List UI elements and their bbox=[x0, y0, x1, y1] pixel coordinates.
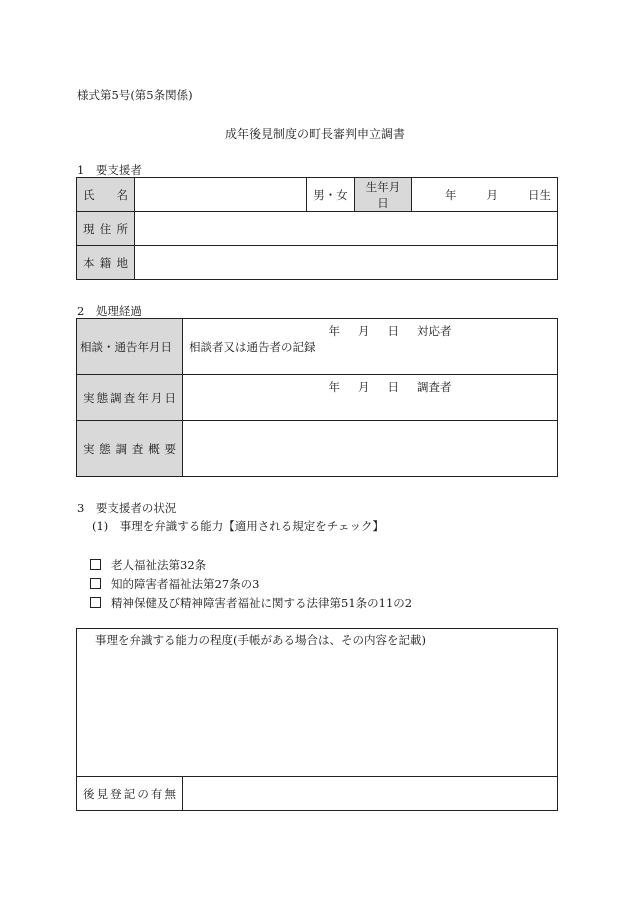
survey-date-cell[interactable] bbox=[183, 375, 558, 421]
survey-summary-char: 調 bbox=[115, 441, 128, 456]
name-label-cell bbox=[77, 178, 135, 212]
survey-date-char: 査 bbox=[123, 390, 136, 405]
capacity-label: 事理を弁識する能力の程度(手帳がある場合は、その内容を記載) bbox=[95, 633, 426, 647]
form-number: 様式第5号(第5条関係) bbox=[77, 88, 193, 102]
address-input[interactable] bbox=[135, 212, 558, 246]
checkbox-label: 知的障害者福祉法第27条の3 bbox=[111, 577, 260, 591]
guardian-registry-char: 後 bbox=[83, 786, 95, 801]
checkbox-item[interactable] bbox=[90, 595, 412, 611]
address-label-char: 住 bbox=[99, 221, 112, 236]
guardian-registry-char: 見 bbox=[96, 786, 109, 801]
consult-record-label: 相談者又は通告者の記録 bbox=[189, 340, 316, 354]
checkbox-icon[interactable] bbox=[90, 597, 101, 608]
survey-summary-input[interactable] bbox=[183, 421, 558, 477]
survey-summary-char: 態 bbox=[99, 441, 111, 456]
section-3-heading: 3 要支援者の状況 bbox=[77, 501, 177, 515]
consult-cell[interactable] bbox=[183, 319, 558, 375]
section-1-heading: 1 要支援者 bbox=[77, 163, 142, 177]
survey-date-char: 日 bbox=[164, 390, 176, 405]
capacity-cell[interactable] bbox=[77, 629, 558, 777]
dob-label: 生年月日 bbox=[355, 178, 412, 212]
checkbox-icon[interactable] bbox=[90, 559, 101, 570]
guardian-registry-label-cell bbox=[77, 777, 183, 811]
survey-date-char: 月 bbox=[150, 390, 163, 405]
domicile-label-char: 地 bbox=[116, 255, 128, 270]
section-3-subheading: (1) 事理を弁識する能力【適用される規定をチェック】 bbox=[92, 519, 384, 533]
survey-date-char: 年 bbox=[137, 390, 149, 405]
address-label-char: 現 bbox=[83, 221, 95, 236]
survey-summary-label-cell bbox=[77, 421, 183, 477]
section-2-table bbox=[76, 318, 558, 477]
section-3-table bbox=[76, 628, 558, 811]
dob-month-unit: 月 bbox=[486, 187, 498, 202]
document-title: 成年後見制度の町長審判申立調書 bbox=[224, 127, 405, 141]
consult-month-unit: 月 bbox=[358, 324, 370, 338]
survey-year-unit: 年 bbox=[328, 380, 340, 394]
consult-date-label: 相談・通告年月日 bbox=[77, 319, 183, 375]
domicile-label-cell bbox=[77, 246, 135, 280]
dob-day-unit: 日生 bbox=[528, 187, 551, 202]
surveyor-label: 調査者 bbox=[417, 380, 452, 394]
checkbox-label: 精神保健及び精神障害者福祉に関する法律第51条の11の2 bbox=[111, 596, 413, 610]
consult-year-unit: 年 bbox=[328, 324, 340, 338]
checkbox-item[interactable] bbox=[90, 576, 259, 592]
domicile-label-char: 本 bbox=[83, 255, 95, 270]
guardian-registry-char: 有 bbox=[150, 786, 163, 801]
sex-options[interactable]: 男・女 bbox=[307, 178, 355, 212]
guardian-registry-char: 記 bbox=[123, 786, 136, 801]
survey-date-char: 実 bbox=[83, 390, 95, 405]
survey-date-label-cell bbox=[77, 375, 183, 421]
survey-month-unit: 月 bbox=[358, 380, 370, 394]
survey-date-char: 調 bbox=[110, 390, 122, 405]
consult-responder-label: 対応者 bbox=[417, 324, 452, 338]
checkbox-icon[interactable] bbox=[90, 578, 101, 589]
checkbox-label: 老人福祉法第32条 bbox=[111, 558, 207, 572]
survey-day-unit: 日 bbox=[387, 380, 399, 394]
guardian-registry-input[interactable] bbox=[183, 777, 558, 811]
address-label-cell bbox=[77, 212, 135, 246]
survey-date-char: 態 bbox=[96, 390, 109, 405]
guardian-registry-char: 無 bbox=[164, 786, 176, 801]
guardian-registry-char: の bbox=[137, 786, 149, 801]
dob-input[interactable] bbox=[412, 178, 558, 212]
guardian-registry-char: 登 bbox=[110, 786, 122, 801]
address-label-char: 所 bbox=[116, 221, 128, 236]
survey-summary-char: 概 bbox=[148, 441, 160, 456]
checkbox-item[interactable] bbox=[90, 557, 206, 573]
domicile-label-char: 籍 bbox=[99, 255, 112, 270]
dob-year-unit: 年 bbox=[445, 187, 457, 202]
name-input[interactable] bbox=[135, 178, 307, 212]
name-label-char: 名 bbox=[116, 187, 128, 202]
survey-summary-char: 実 bbox=[83, 441, 95, 456]
section-1-table bbox=[76, 177, 558, 280]
domicile-input[interactable] bbox=[135, 246, 558, 280]
name-label-char: 氏 bbox=[83, 187, 95, 202]
survey-summary-char: 査 bbox=[131, 441, 144, 456]
consult-day-unit: 日 bbox=[387, 324, 399, 338]
section-2-heading: 2 処理経過 bbox=[77, 304, 142, 318]
survey-summary-char: 要 bbox=[164, 441, 176, 456]
